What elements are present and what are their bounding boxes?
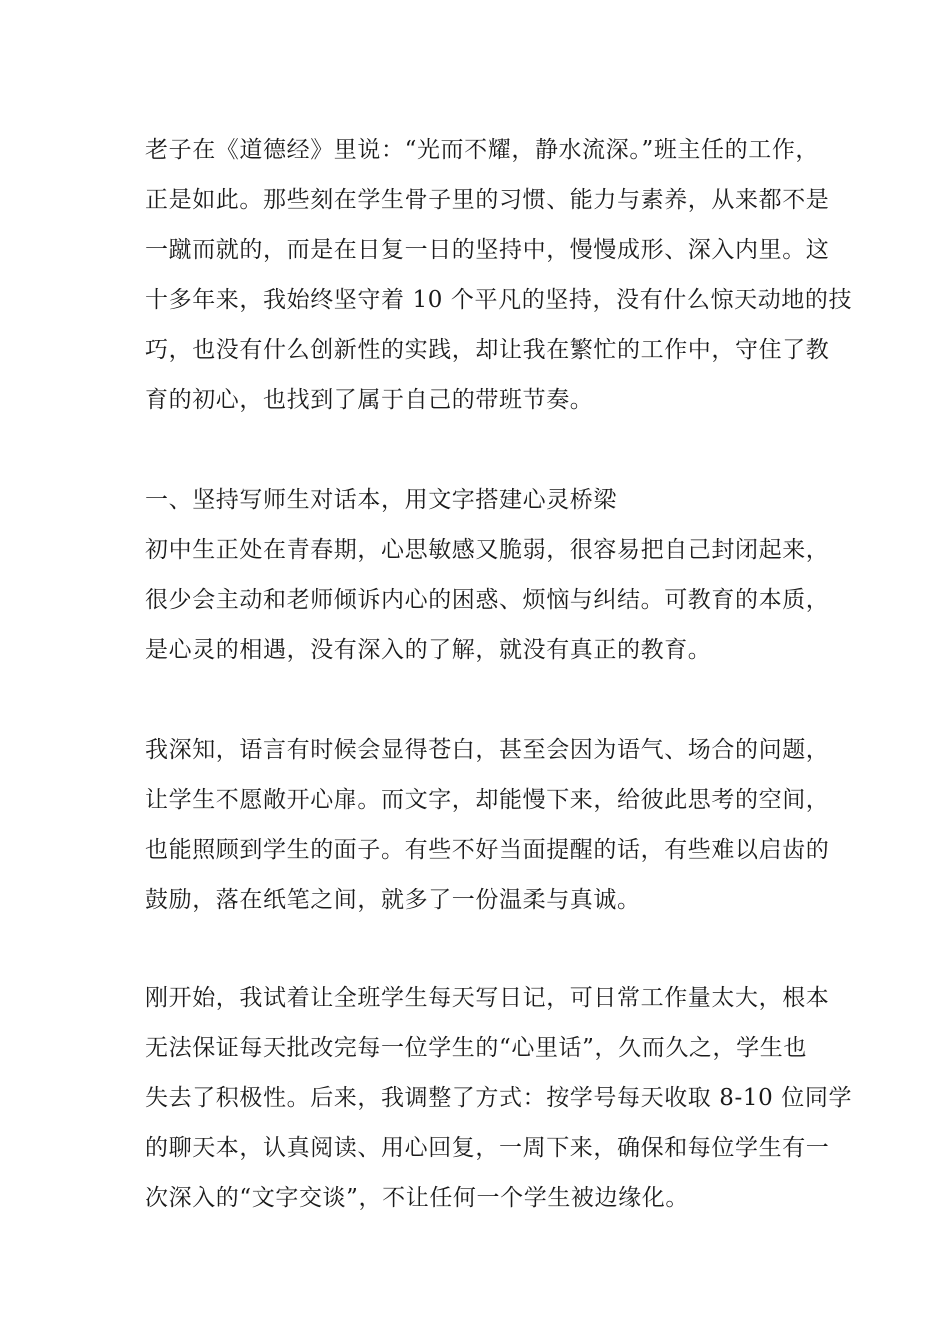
paragraph-3-line-2: 让学生不愿敞开心扉。而文字，却能慢下来，给彼此思考的空间， [145, 787, 830, 813]
paragraph-2-line-1: 初中生正处在青春期，心思敏感又脆弱，很容易把自己封闭起来， [145, 537, 830, 563]
paragraph-1-line-4: 十多年来，我始终坚守着 10 个平凡的坚持，没有什么惊天动地的技 [145, 287, 853, 313]
paragraph-1-line-2: 正是如此。那些刻在学生骨子里的习惯、能力与素养，从来都不是 [145, 187, 830, 213]
paragraph-3-line-3: 也能照顾到学生的面子。有些不好当面提醒的话，有些难以启齿的 [145, 837, 830, 863]
paragraph-1-line-3: 一蹴而就的，而是在日复一日的坚持中，慢慢成形、深入内里。这 [145, 237, 830, 263]
paragraph-1-line-1: 老子在《道德经》里说：“光而不耀，静水流深。”班主任的工作， [145, 137, 820, 163]
paragraph-4-line-3: 失去了积极性。后来，我调整了方式：按学号每天收取 8-10 位同学 [145, 1085, 853, 1111]
paragraph-4-line-2: 无法保证每天批改完每一位学生的“心里话”，久而久之，学生也 [145, 1035, 807, 1061]
paragraph-2-line-3: 是心灵的相遇，没有深入的了解，就没有真正的教育。 [145, 637, 712, 663]
paragraph-1-line-5: 巧，也没有什么创新性的实践，却让我在繁忙的工作中，守住了教 [145, 337, 830, 363]
section-heading: 一、坚持写师生对话本，用文字搭建心灵桥梁 [145, 487, 617, 513]
paragraph-3-line-4: 鼓励，落在纸笔之间，就多了一份温柔与真诚。 [145, 887, 641, 913]
paragraph-4-line-5: 次深入的“文字交谈”，不让任何一个学生被边缘化。 [145, 1185, 689, 1211]
paragraph-4-line-4: 的聊天本，认真阅读、用心回复，一周下来，确保和每位学生有一 [145, 1135, 830, 1161]
paragraph-2-line-2: 很少会主动和老师倾诉内心的困惑、烦恼与纠结。可教育的本质， [145, 587, 830, 613]
paragraph-1-line-6: 育的初心，也找到了属于自己的带班节奏。 [145, 387, 594, 413]
paragraph-3-line-1: 我深知，语言有时候会显得苍白，甚至会因为语气、场合的问题， [145, 737, 830, 763]
paragraph-4-line-1: 刚开始，我试着让全班学生每天写日记，可日常工作量太大，根本 [145, 985, 830, 1011]
